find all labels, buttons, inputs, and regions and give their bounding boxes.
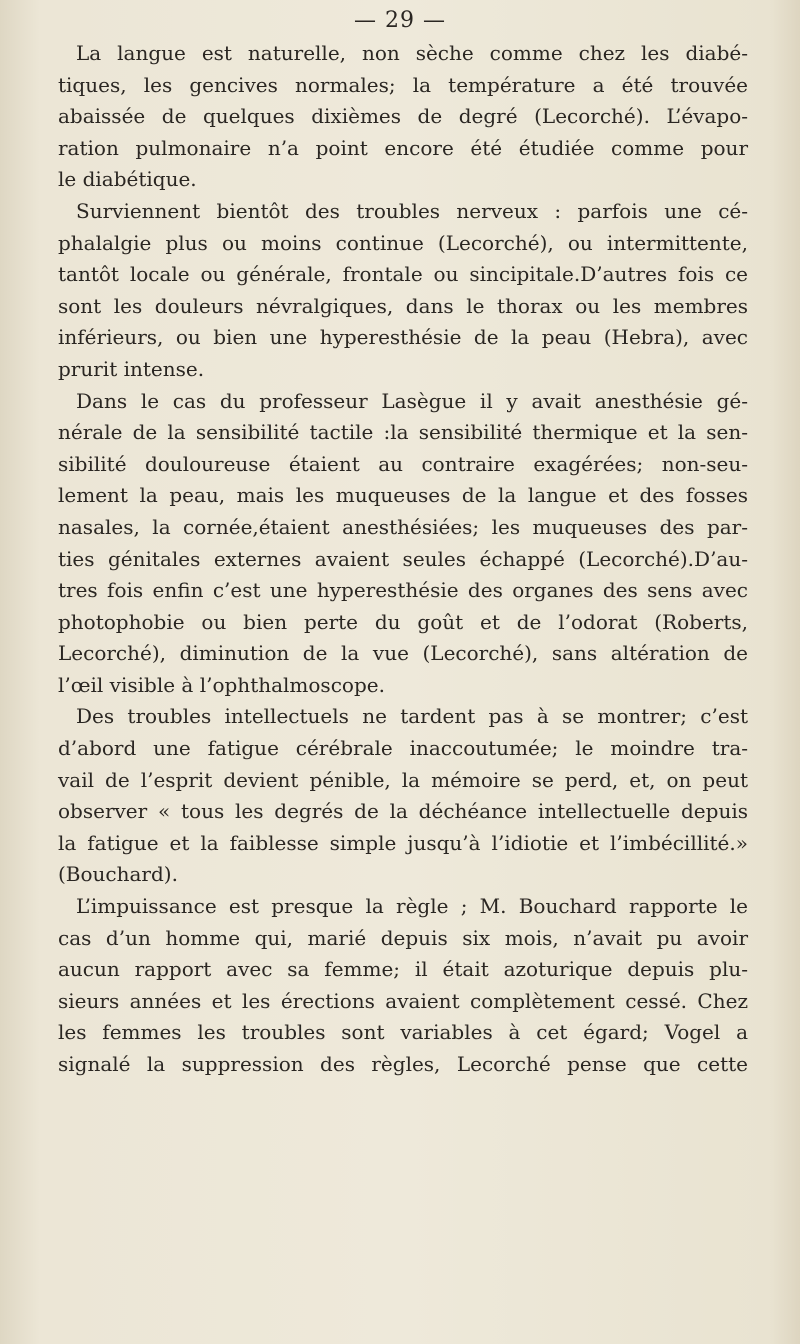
text-line: Dans le cas du professeur Lasègue il y avait anesthésie gé- — [76, 388, 748, 413]
text-line: prurit intense. — [58, 356, 205, 381]
text-line: lement la peau, mais les muqueuses de la langue et des fosses — [58, 483, 748, 508]
text-line: l’œil visible à l’ophthalmoscope. — [58, 672, 385, 697]
text-line: nasales, la cornée,étaient anesthésiées; les muqueuses des par- — [58, 514, 748, 539]
text-line: L’impuissance est presque la règle ; M. Bouchard rapporte le — [76, 894, 748, 919]
text-line: tantôt locale ou générale, frontale ou sincipitale.D’autres fois ce — [58, 262, 748, 287]
text-line: Des troubles intellectuels ne tardent pas à se montrer; c’est — [76, 704, 748, 729]
text-line: cas d’un homme qui, marié depuis six mois, n’avait pu avoir — [58, 925, 748, 950]
text-line: photophobie ou bien perte du goût et de l’odorat (Roberts, — [58, 609, 748, 634]
paragraph — [58, 891, 748, 1081]
text-line: phalalgie plus ou moins continue (Lecorché), ou intermittente, — [58, 230, 748, 255]
text-line: Surviennent bientôt des troubles nerveux : parfois une cé- — [76, 198, 748, 223]
text-line: La langue est naturelle, non sèche comme chez les diabé- — [76, 41, 748, 65]
text-line: Lecorché), diminution de la vue (Lecorché), sans altération de — [58, 641, 748, 666]
text-line: tres fois enfin c’est une hyperesthésie des organes des sens avec — [58, 578, 748, 603]
text-line: les femmes les troubles sont variables à cet égard; Vogel a — [58, 1020, 748, 1045]
text-line: signalé la suppression des règles, Lecorché pense que cette — [58, 1052, 748, 1076]
text-line: la fatigue et la faiblesse simple jusqu’à l’idiotie et l’imbécillité.» — [58, 830, 748, 855]
text-line: le diabétique. — [58, 167, 197, 192]
body-text — [58, 38, 748, 1081]
page-number: — 29 — — [354, 8, 446, 33]
text-line: ration pulmonaire n’a point encore été étudiée comme pour — [58, 135, 748, 160]
text-line: nérale de la sensibilité tactile :la sensibilité thermique et la sen- — [58, 420, 748, 445]
text-line: sibilité douloureuse étaient au contraire exagérées; non-seu- — [58, 451, 748, 476]
text-line: aucun rapport avec sa femme; il était azoturique depuis plu- — [58, 957, 748, 982]
paragraph — [58, 386, 748, 702]
text-line: vail de l’esprit devient pénible, la mémoire se perd, et, on peut — [58, 767, 748, 792]
text-line: d’abord une fatigue cérébrale inaccoutumée; le moindre tra- — [58, 736, 748, 761]
text-line: ties génitales externes avaient seules échappé (Lecorché).D’au- — [58, 546, 748, 571]
text-line: inférieurs, ou bien une hyperesthésie de la peau (Hebra), avec — [58, 325, 748, 350]
text-line: abaissée de quelques dixièmes de degré (Lecorché). L’évapo- — [58, 104, 748, 129]
text-line: sieurs années et les érections avaient complètement cessé. Chez — [58, 988, 748, 1013]
text-line: observer « tous les degrés de la déchéance intellectuelle depuis — [58, 799, 748, 824]
paragraph — [58, 701, 748, 891]
paragraph — [58, 196, 748, 386]
text-line: (Bouchard). — [58, 862, 178, 887]
paragraph — [58, 38, 748, 196]
text-line: tiques, les gencives normales; la température a été trouvée — [58, 72, 748, 97]
text-line: sont les douleurs névralgiques, dans le thorax ou les membres — [58, 293, 748, 318]
